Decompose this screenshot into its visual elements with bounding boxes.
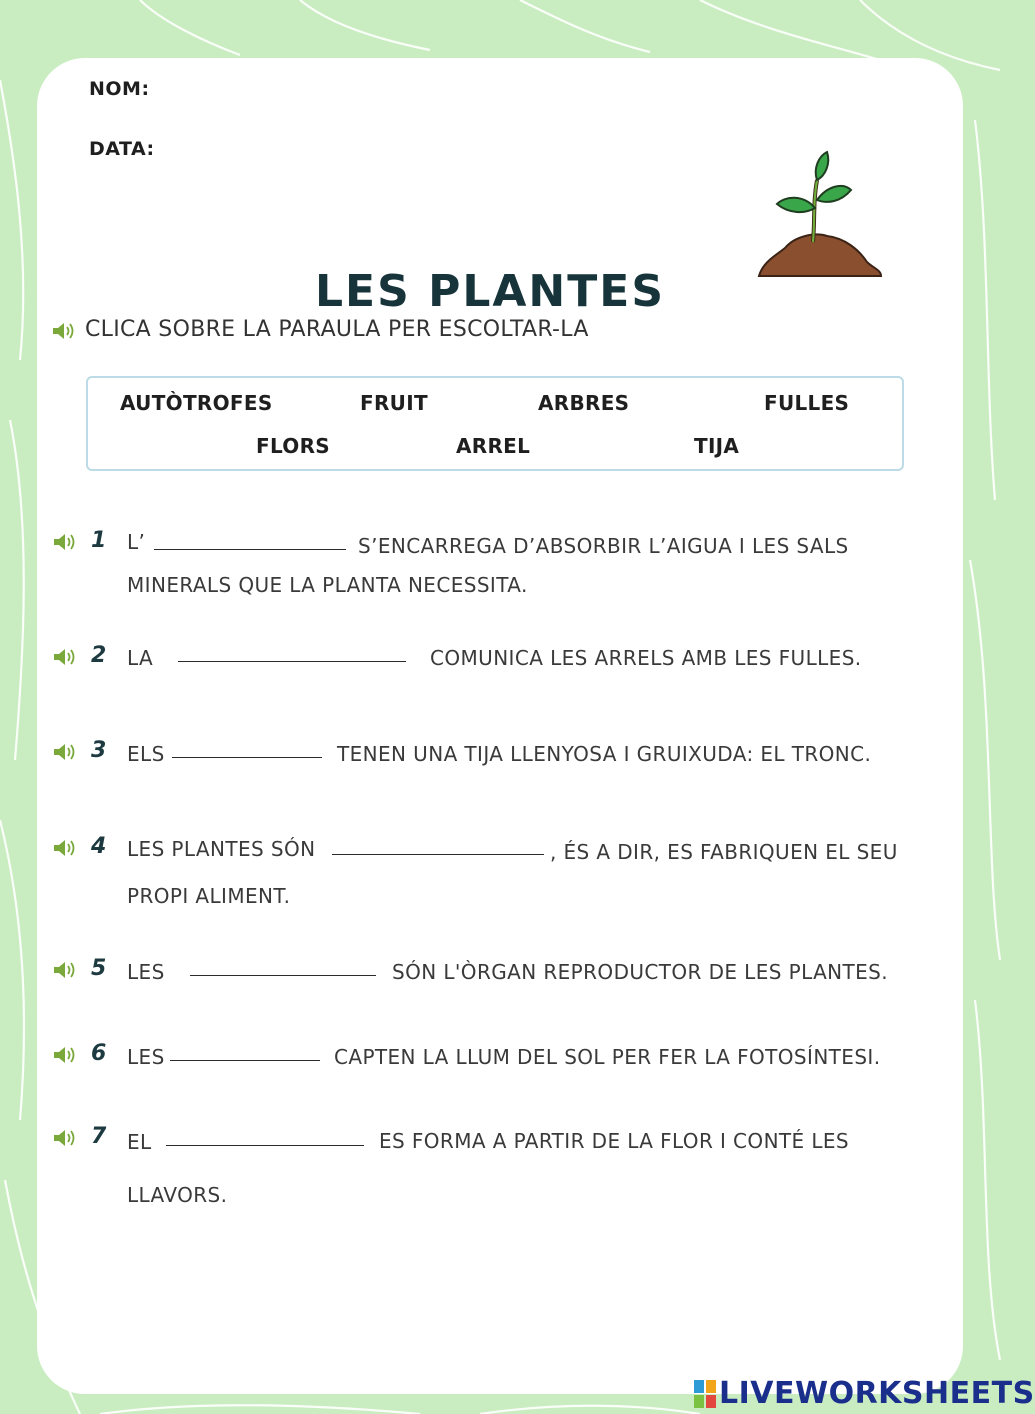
question-continuation: PROPI ALIMENT. [127,884,291,908]
answer-blank-4[interactable] [332,854,544,855]
question-continuation: LLAVORS. [127,1183,228,1207]
question-continuation: MINERALS QUE LA PLANTA NECESSITA. [127,573,528,597]
question-text-before: L’ [127,530,146,554]
speaker-icon[interactable] [52,959,78,981]
word-tija[interactable]: TIJA [694,434,740,458]
instruction-text: CLICA SOBRE LA PARAULA PER ESCOLTAR-LA [85,317,589,342]
liveworksheets-logo [694,1376,1035,1411]
question-text-after: COMUNICA LES ARRELS AMB LES FULLES. [430,646,862,670]
question-number: 4 [91,834,107,859]
speaker-icon[interactable] [52,1127,78,1149]
question-text-before: LES [127,960,165,984]
speaker-icon[interactable] [52,646,78,668]
plant-sprout-icon [755,150,885,280]
question-number: 2 [91,643,107,668]
answer-blank-6[interactable] [170,1060,320,1061]
question-text-before: LES PLANTES SÓN [127,837,316,861]
question-text-after: S’ENCARREGA D’ABSORBIR L’AIGUA I LES SALS [358,534,849,558]
speaker-icon[interactable] [51,320,77,342]
question-text-after: ES FORMA A PARTIR DE LA FLOR I CONTÉ LES [379,1129,850,1153]
answer-blank-3[interactable] [172,757,322,758]
question-number: 5 [91,956,107,981]
question-text-before: LES [127,1045,165,1069]
speaker-icon[interactable] [52,531,78,553]
speaker-icon[interactable] [52,1044,78,1066]
question-number: 3 [91,738,107,763]
question-number: 7 [91,1124,107,1149]
page-title: LES PLANTES [314,266,666,317]
question-text-after: CAPTEN LA LLUM DEL SOL PER FER LA FOTOSÍNTESI. [334,1045,881,1069]
answer-blank-7[interactable] [166,1145,364,1146]
answer-blank-5[interactable] [190,975,376,976]
speaker-icon[interactable] [52,741,78,763]
question-text-after: , ÉS A DIR, ES FABRIQUEN EL SEU [550,840,898,864]
word-flors[interactable]: FLORS [256,434,330,458]
name-label: NOM: [89,78,150,100]
question-text-after: SÓN L'ÒRGAN REPRODUCTOR DE LES PLANTES. [392,960,889,984]
question-text-before: LA [127,646,154,670]
question-number: 6 [91,1041,107,1066]
word-fruit[interactable]: FRUIT [360,391,428,415]
word-fulles[interactable]: FULLES [764,391,850,415]
word-arrel[interactable]: ARREL [456,434,531,458]
question-number: 1 [91,528,107,553]
question-text-before: ELS [127,742,165,766]
answer-blank-2[interactable] [178,661,406,662]
question-text-before: EL [127,1130,152,1154]
liveworksheets-logo-icon [694,1380,716,1408]
word-autotrofes[interactable]: AUTÒTROFES [120,391,273,415]
question-text-after: TENEN UNA TIJA LLENYOSA I GRUIXUDA: EL TRONC. [337,742,872,766]
speaker-icon[interactable] [52,837,78,859]
word-arbres[interactable]: ARBRES [538,391,630,415]
answer-blank-1[interactable] [154,549,346,550]
date-label: DATA: [89,138,155,160]
brand-name: LIVEWORKSHEETS [719,1376,1035,1411]
